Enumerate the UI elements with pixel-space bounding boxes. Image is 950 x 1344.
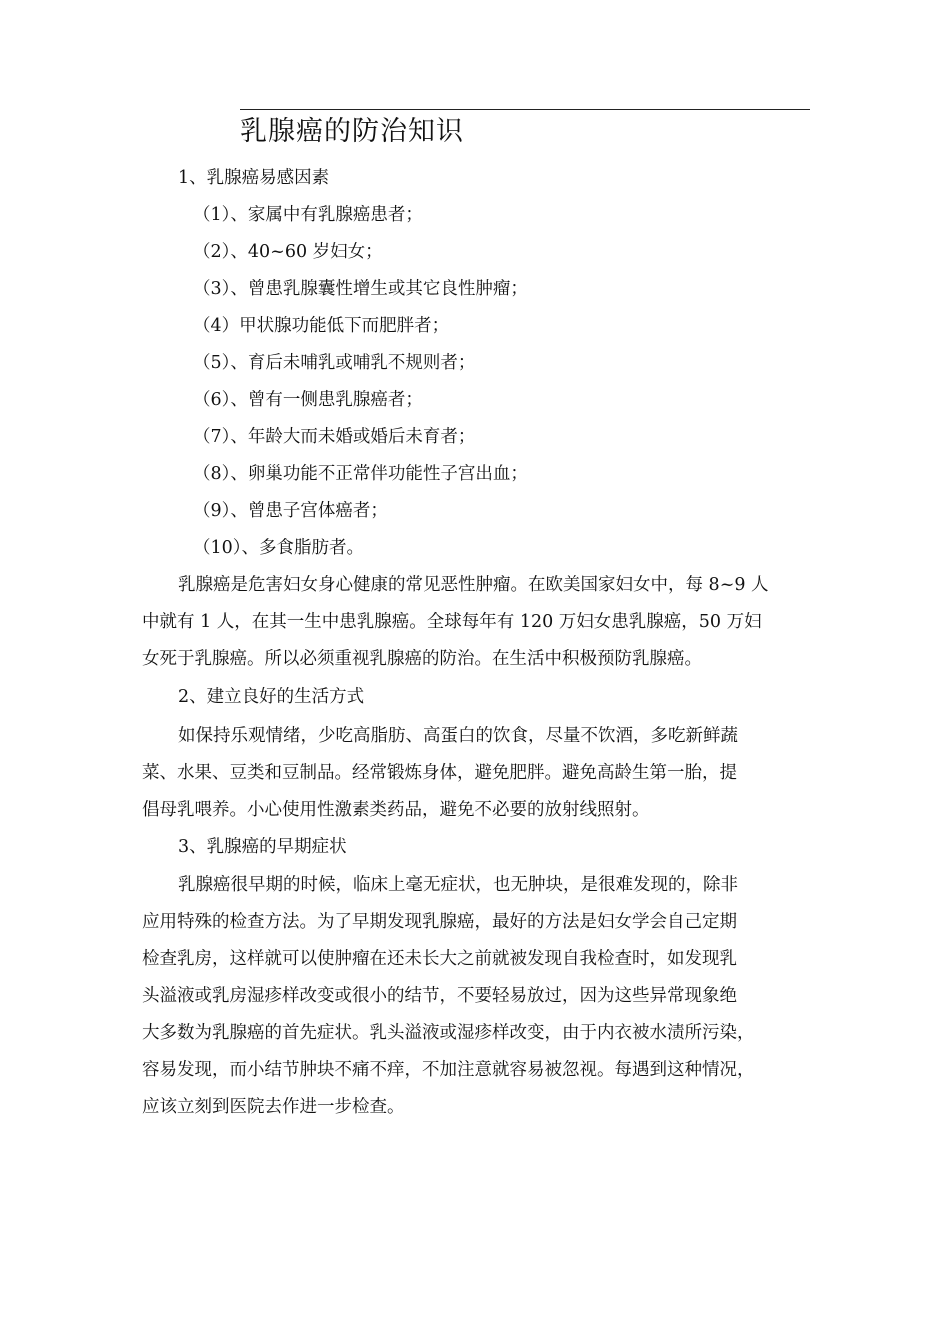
paragraph-line: 菜、水果、豆类和豆制品。经常锻炼身体，避免肥胖。避免高龄生第一胎，提 — [142, 763, 737, 783]
risk-factor-item: （10）、多食脂肪者。 — [193, 538, 365, 558]
header-rule — [240, 109, 810, 110]
risk-factor-item: （1）、家属中有乳腺癌患者； — [193, 205, 423, 225]
paragraph-line: 乳腺癌很早期的时候，临床上毫无症状，也无肿块，是很难发现的，除非 — [178, 875, 738, 895]
risk-factor-item: （7）、年龄大而未婚或婚后未育者； — [193, 427, 476, 447]
paragraph-line: 大多数为乳腺癌的首先症状。乳头溢液或湿疹样改变，由于内衣被水渍所污染， — [142, 1023, 755, 1043]
paragraph-line: 头溢液或乳房湿疹样改变或很小的结节，不要轻易放过，因为这些异常现象绝 — [142, 986, 737, 1006]
risk-factor-item: （3）、曾患乳腺囊性增生或其它良性肿瘤； — [193, 279, 528, 299]
paragraph-line: 中就有 1 人，在其一生中患乳腺癌。全球每年有 120 万妇女患乳腺癌，50 万妇 — [142, 612, 762, 632]
paragraph-line: 应该立刻到医院去作进一步检查。 — [142, 1097, 405, 1117]
paragraph-line: 乳腺癌是危害妇女身心健康的常见恶性肿瘤。在欧美国家妇女中，每 8~9 人 — [178, 575, 769, 595]
section-heading-3: 3、乳腺癌的早期症状 — [178, 837, 347, 857]
paragraph-line: 倡母乳喂养。小心使用性激素类药品，避免不必要的放射线照射。 — [142, 800, 650, 820]
risk-factor-item: （8）、卵巢功能不正常伴功能性子宫出血； — [193, 464, 528, 484]
risk-factor-item: （9）、曾患子宫体癌者； — [193, 501, 388, 521]
risk-factor-item: （2）、40~60 岁妇女； — [193, 242, 383, 262]
paragraph-line: 如保持乐观情绪，少吃高脂肪、高蛋白的饮食，尽量不饮酒，多吃新鲜蔬 — [178, 726, 738, 746]
risk-factor-item: （4）甲状腺功能低下而肥胖者； — [193, 316, 450, 336]
section-heading-2: 2、建立良好的生活方式 — [178, 687, 365, 707]
paragraph-line: 检查乳房，这样就可以使肿瘤在还未长大之前就被发现自我检查时，如发现乳 — [142, 949, 737, 969]
paragraph-line: 容易发现，而小结节肿块不痛不痒，不加注意就容易被忽视。每遇到这种情况， — [142, 1060, 755, 1080]
section-heading-1: 1、乳腺癌易感因素 — [178, 168, 330, 188]
risk-factor-item: （6）、曾有一侧患乳腺癌者； — [193, 390, 423, 410]
paragraph-line: 女死于乳腺癌。所以必须重视乳腺癌的防治。在生活中积极预防乳腺癌。 — [142, 649, 702, 669]
paragraph-line: 应用特殊的检查方法。为了早期发现乳腺癌，最好的方法是妇女学会自己定期 — [142, 912, 737, 932]
risk-factor-item: （5）、育后未哺乳或哺乳不规则者； — [193, 353, 476, 373]
page-title: 乳腺癌的防治知识 — [240, 116, 464, 147]
